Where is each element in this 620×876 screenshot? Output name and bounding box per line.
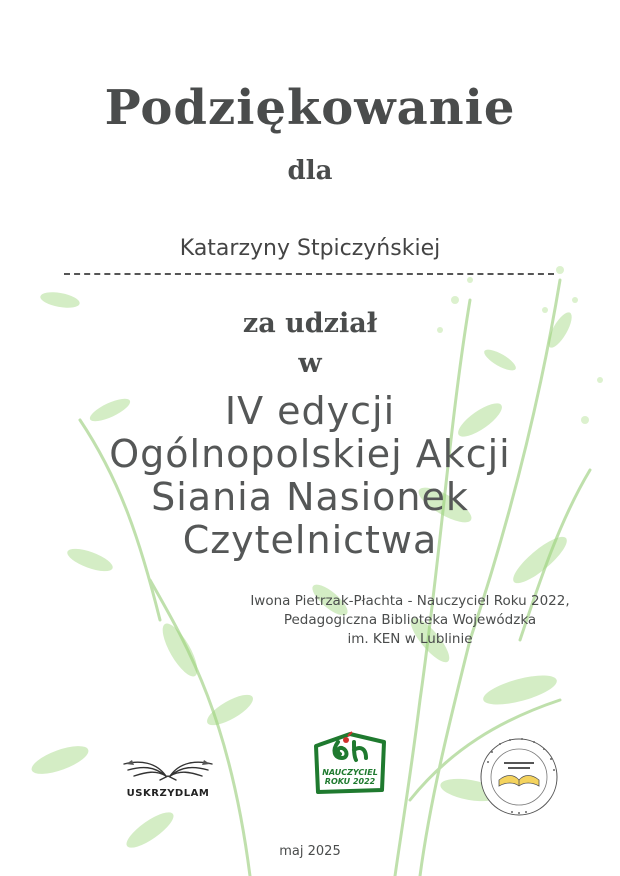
signature-line: im. KEN w Lublinie [347, 631, 473, 647]
edition-line: Siania Nasionek [151, 475, 469, 519]
signature-block [200, 592, 620, 649]
in-label: w [298, 348, 322, 379]
edition-line: Ogólnopolskiej Akcji [109, 432, 511, 476]
winged-book-icon [116, 754, 220, 790]
edition-line: IV edycji [224, 389, 396, 433]
certificate-date: maj 2025 [279, 844, 341, 859]
for-label: dla [287, 156, 333, 186]
nauczyciel-roku-logo [310, 728, 390, 800]
certificate-title: Podziękowanie [104, 80, 516, 136]
library-seal-icon [474, 732, 564, 822]
edition-line: Czytelnictwa [182, 518, 438, 562]
signature-line: Iwona Pietrzak-Płachta - Nauczyciel Roku 2022, [250, 593, 570, 609]
logo-line1: NAUCZYCIEL [322, 768, 378, 777]
nauczyciel-roku-logo-icon [310, 728, 390, 800]
logo-line2: ROKU 2022 [324, 777, 376, 786]
uskrzydlam-caption: USKRZYDLAM [126, 788, 210, 799]
library-seal-logo [474, 732, 564, 822]
signature-line: Pedagogiczna Biblioteka Wojewódzka [283, 612, 537, 628]
recipient-underline [64, 273, 554, 275]
uskrzydlam-logo [116, 752, 220, 812]
edition-block [0, 390, 620, 562]
recipient-name: Katarzyny Stpiczyńskiej [179, 236, 441, 261]
participation-label: za udział [242, 308, 378, 339]
